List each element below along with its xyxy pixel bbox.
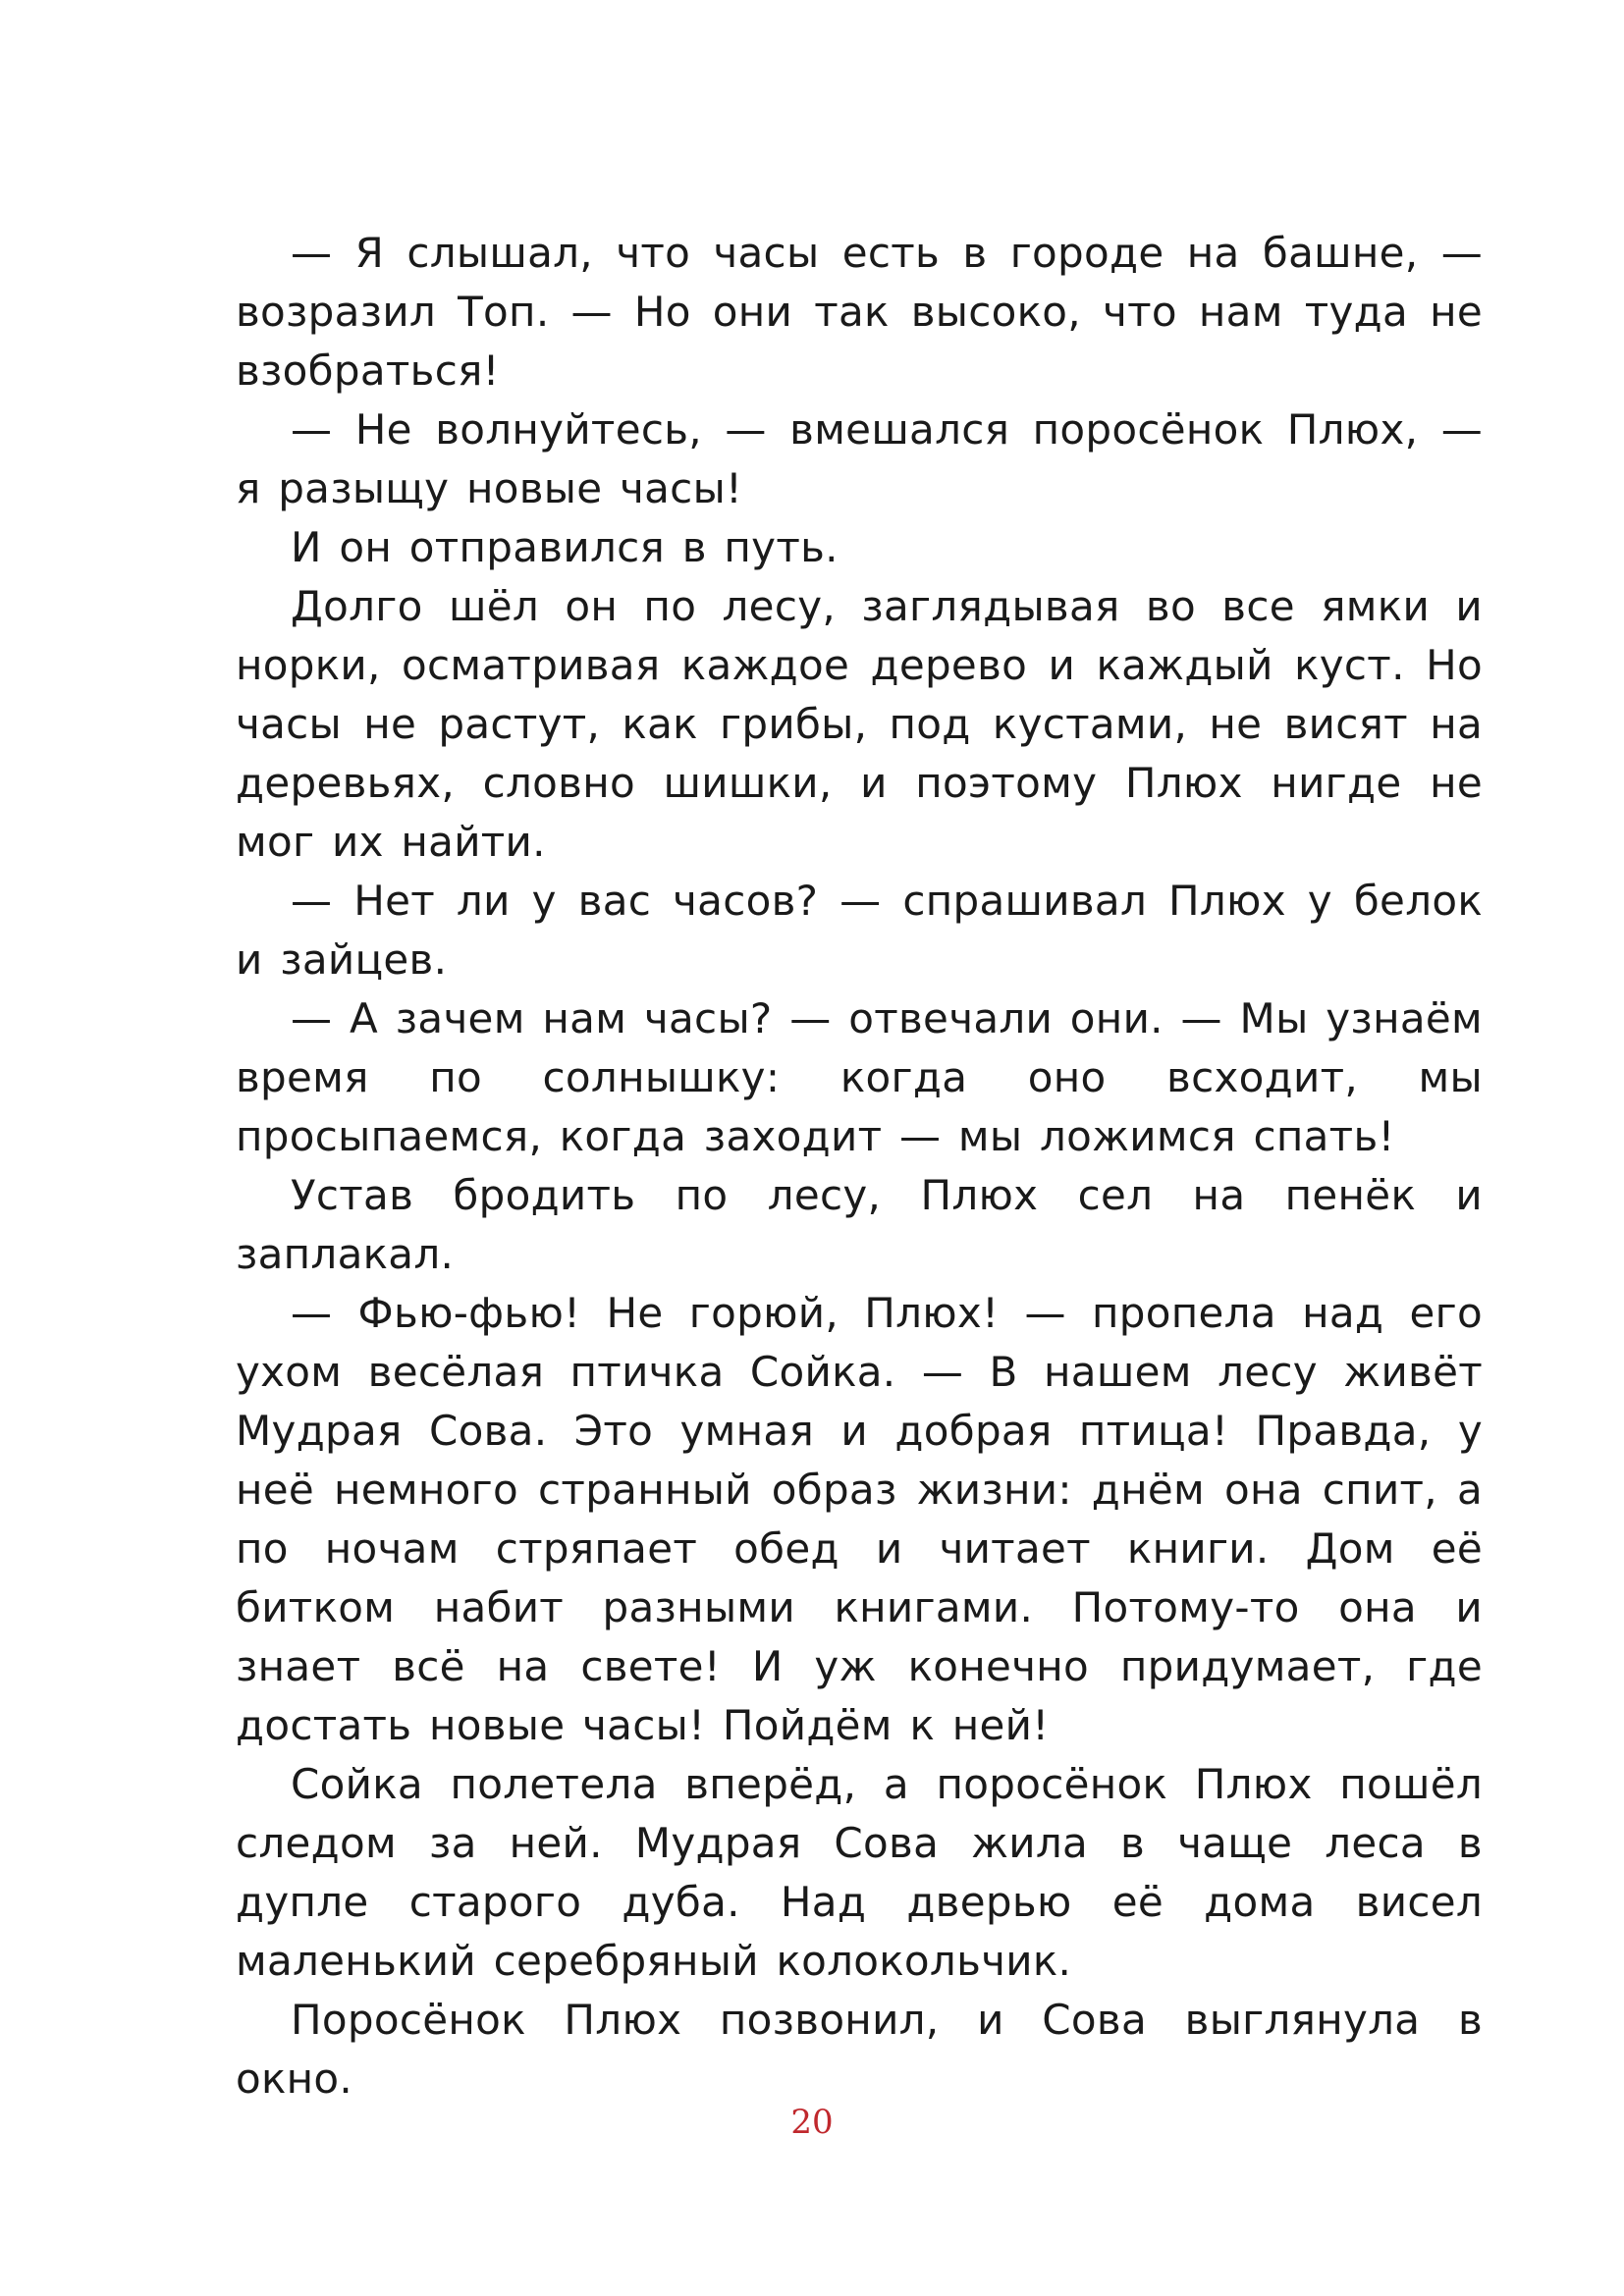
- page-number: 20: [790, 2103, 834, 2142]
- paragraph: — Я слышал, что часы есть в городе на башне, — возразил Топ. — Но они так высоко, что нам туда не взобраться!: [236, 229, 1483, 395]
- paragraph: Долго шёл он по лесу, заглядывая во все ямки и норки, осматривая каждое дерево и каждый куст. Но часы не растут, как грибы, под кустами, не висят на деревьях, словно шишки, и поэтому Плюх нигде не мог их найти.: [236, 582, 1483, 866]
- paragraph: — Фью-фью! Не горюй, Плюх! — пропела над его ухом весёлая птичка Сойка. — В нашем лесу живёт Мудрая Сова. Это умная и добрая птица! Правда, у неё немного странный образ жизни: днём она спит, а по ночам стряпает обед и читает книги. Дом её битком набит разными книгами. Потому-то она и знает всё на свете! И уж конечно придумает, где достать новые часы! Пойдём к ней!: [236, 1289, 1483, 1749]
- paragraph: Сойка полетела вперёд, а поросёнок Плюх пошёл следом за ней. Мудрая Сова жила в чаще леса в дупле старого дуба. Над дверью её дома висел маленький серебряный колокольчик.: [236, 1760, 1483, 1985]
- paragraph: — Нет ли у вас часов? — спрашивал Плюх у белок и зайцев.: [236, 877, 1483, 984]
- paragraph: — А зачем нам часы? — отвечали они. — Мы узнаём время по солнышку: когда оно всходит, мы просыпаемся, когда заходит — мы ложимся спать!: [236, 994, 1483, 1160]
- story-text: [236, 224, 1483, 2109]
- paragraph: Устав бродить по лесу, Плюх сел на пенёк и заплакал.: [236, 1171, 1483, 1278]
- paragraph: — Не волнуйтесь, — вмешался поросёнок Плюх, — я разыщу новые часы!: [236, 405, 1483, 512]
- paragraph: Поросёнок Плюх позвонил, и Сова выглянула в окно.: [236, 1996, 1483, 2103]
- paragraph: И он отправился в путь.: [291, 523, 839, 571]
